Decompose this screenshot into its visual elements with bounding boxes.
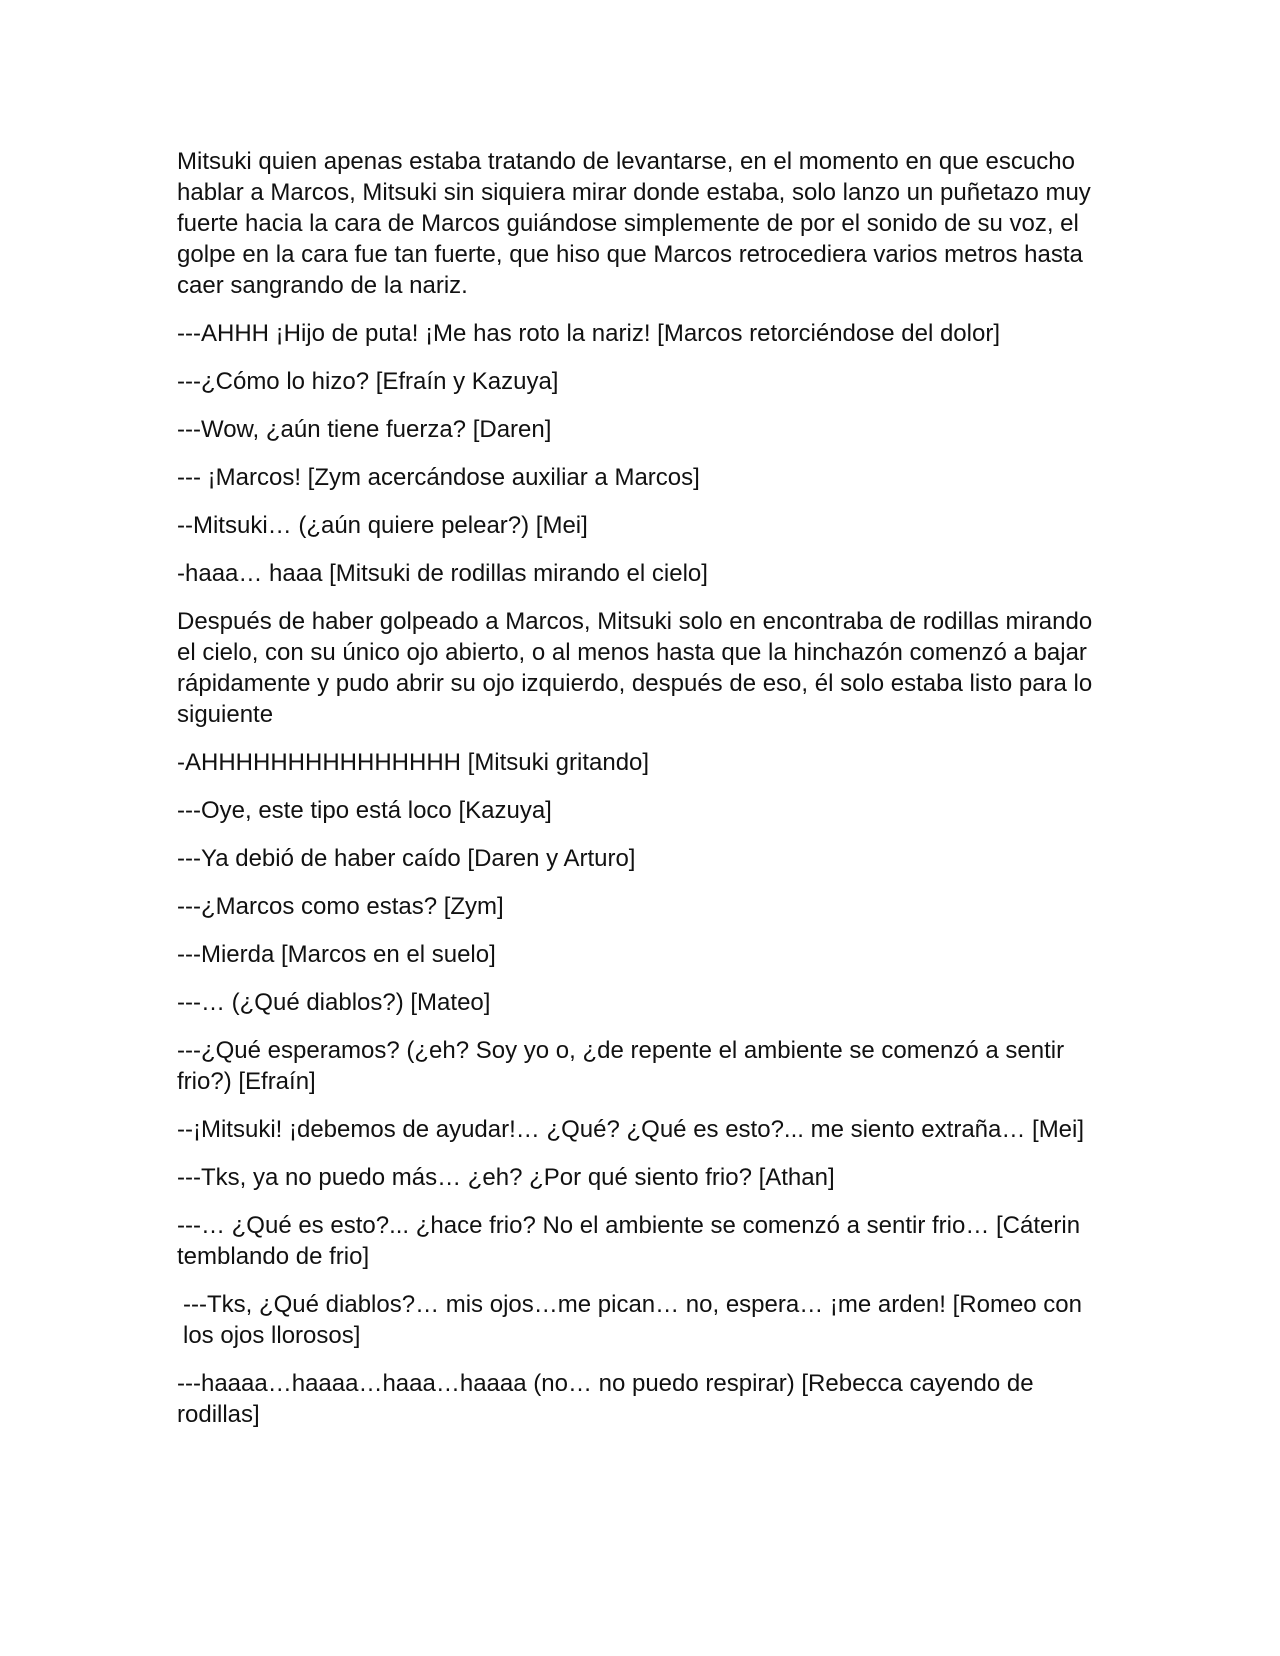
dialogue-line: --- ¡Marcos! [Zym acercándose auxiliar a Marcos] (177, 464, 700, 491)
dialogue-line: ---¿Qué esperamos? (¿eh? Soy yo o, ¿de repente el ambiente se comenzó a sentir frio?) [Efraín] (177, 1037, 1065, 1095)
dialogue-line: ---… ¿Qué es esto?... ¿hace frio? No el ambiente se comenzó a sentir frio… [Cáterin temblando de frio] (177, 1212, 1081, 1270)
narrative-paragraph: Después de haber golpeado a Marcos, Mitsuki solo en encontraba de rodillas mirando el cielo, con su único ojo abierto, o al menos hasta que la hinchazón comenzó a bajar rápidamente y pudo abrir su ojo izquierdo, después de eso, él solo estaba listo para lo siguiente (177, 608, 1093, 728)
dialogue-line: ---¿Cómo lo hizo? [Efraín y Kazuya] (177, 368, 559, 395)
dialogue-line: --¡Mitsuki! ¡debemos de ayudar!… ¿Qué? ¿Qué es esto?... me siento extraña… [Mei] (177, 1116, 1085, 1143)
dialogue-line: -haaa… haaa [Mitsuki de rodillas mirando el cielo] (177, 560, 708, 587)
dialogue-line: ---Tks, ya no puedo más… ¿eh? ¿Por qué siento frio? [Athan] (177, 1164, 835, 1191)
dialogue-line: ---AHHH ¡Hijo de puta! ¡Me has roto la nariz! [Marcos retorciéndose del dolor] (177, 320, 1000, 347)
dialogue-line: ---… (¿Qué diablos?) [Mateo] (177, 989, 491, 1016)
dialogue-line: ---haaaa…haaaa…haaa…haaaa (no… no puedo respirar) [Rebecca cayendo de rodillas] (177, 1370, 1034, 1428)
dialogue-line: ---Oye, este tipo está loco [Kazuya] (177, 797, 552, 824)
dialogue-line: --Mitsuki… (¿aún quiere pelear?) [Mei] (177, 512, 588, 539)
narrative-paragraph: Mitsuki quien apenas estaba tratando de levantarse, en el momento en que escucho hablar a Marcos, Mitsuki sin siquiera mirar donde estaba, solo lanzo un puñetazo muy fuerte hacia la cara de Marcos guiándose simplemente de por el sonido de su voz, el golpe en la cara fue tan fuerte, que hiso que Marcos retrocediera varios metros hasta caer sangrando de la nariz. (177, 148, 1091, 299)
document-body (177, 146, 1097, 1447)
dialogue-line: ---Ya debió de haber caído [Daren y Arturo] (177, 845, 636, 872)
dialogue-line: -AHHHHHHHHHHHHHHH [Mitsuki gritando] (177, 749, 650, 776)
dialogue-line: ---Tks, ¿Qué diablos?… mis ojos…me pican… no, espera… ¡me arden! [Romeo con los ojos llorosos] (183, 1291, 1083, 1349)
dialogue-line: ---¿Marcos como estas? [Zym] (177, 893, 504, 920)
dialogue-line: ---Mierda [Marcos en el suelo] (177, 941, 496, 968)
dialogue-line: ---Wow, ¿aún tiene fuerza? [Daren] (177, 416, 552, 443)
